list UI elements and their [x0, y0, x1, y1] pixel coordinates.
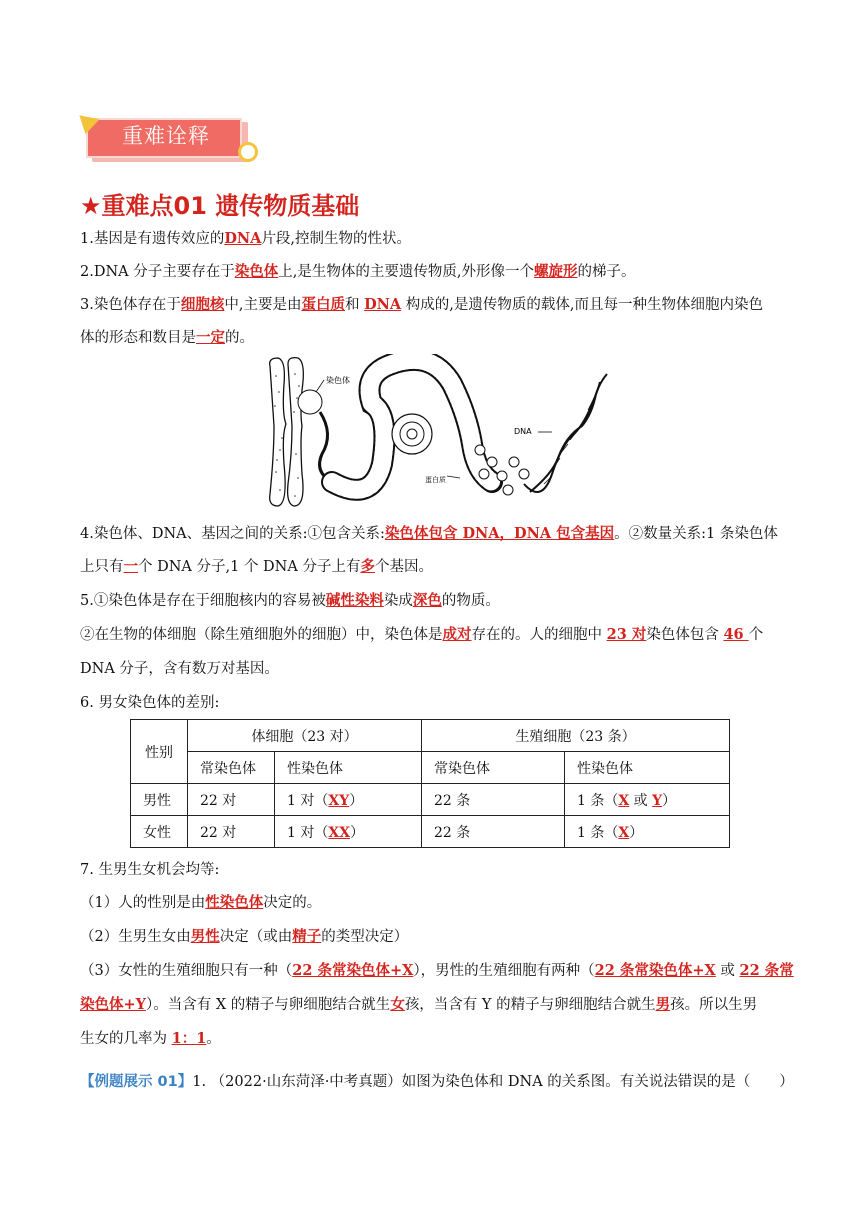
table-cell: 22 对: [188, 816, 275, 848]
answer: 22 条常染色体+X: [594, 962, 716, 979]
text: 个 DNA 分子,1 个 DNA 分子上有: [138, 559, 361, 575]
table-cell: [275, 816, 422, 848]
answer: 染色体+Y: [80, 996, 147, 1013]
table-cell: 22 对: [188, 784, 275, 816]
text: 生女的几率为: [80, 1031, 172, 1047]
text: 。: [206, 1031, 221, 1047]
text: DNA 分子，含有数万对基因。: [80, 661, 279, 677]
table-header-germ-cell: 生殖细胞（23 条）: [422, 720, 730, 752]
text: ）: [629, 824, 644, 841]
figure-label-dna: DNA: [514, 427, 532, 436]
answer: 深色: [412, 592, 442, 609]
text: 上只有: [80, 559, 124, 575]
text: 的类型决定）: [321, 929, 409, 945]
paragraph-7-3: [80, 961, 794, 981]
table-subheader: 常染色体: [422, 752, 565, 784]
paragraph-7: 7. 生男生女机会均等:: [80, 862, 220, 878]
answer: 多: [360, 558, 375, 575]
table-subheader: 性染色体: [565, 752, 730, 784]
text: 的。: [225, 330, 254, 346]
answer: X: [618, 792, 630, 809]
paragraph-7-3-line-2: [80, 995, 757, 1015]
answer: X: [618, 824, 630, 841]
answer: 男性: [190, 928, 220, 945]
paragraph-6: 6. 男女染色体的差别:: [80, 695, 220, 711]
text: 决定的。: [263, 895, 322, 911]
text: ）: [350, 824, 365, 841]
table-cell: 22 条: [422, 816, 565, 848]
text: 决定（或由: [219, 929, 293, 945]
figure-label-chromosome: 染色体: [326, 376, 350, 385]
text: 4.染色体、DNA、基因之间的关系:①包含关系:: [80, 526, 385, 542]
table-cell: [275, 784, 422, 816]
section-heading: ★重难点01 遗传物质基础: [80, 192, 360, 220]
text: 体的形态和数目是: [80, 330, 196, 346]
text: （3）女性的生殖细胞只有一种（: [80, 963, 293, 979]
text: 或: [715, 963, 740, 979]
table-cell: [565, 784, 730, 816]
answer: 精子: [292, 928, 322, 945]
answer: XY: [328, 792, 350, 809]
answer: 性染色体: [205, 894, 264, 911]
answer: 男: [655, 996, 671, 1013]
text: 片段,控制生物的性状。: [261, 231, 412, 247]
answer: 1：1: [171, 1030, 207, 1047]
example-tag: 【例题展示 01】: [80, 1074, 193, 1090]
text: （2）生男生女由: [80, 929, 191, 945]
answer: 46: [723, 626, 749, 643]
text: 中,主要是由: [224, 297, 302, 313]
paragraph-5b: [80, 625, 763, 645]
paragraph-2: [80, 262, 635, 282]
answer: 染色体: [234, 263, 279, 280]
table-subheader: 常染色体: [188, 752, 275, 784]
banner-ring-icon: [238, 142, 258, 162]
table-cell: 男性: [131, 784, 188, 816]
figure-label-protein: 蛋白质: [425, 476, 446, 484]
text: 3.染色体存在于: [80, 297, 181, 313]
text: 5.①染色体是存在于细胞核内的容易被: [80, 593, 326, 609]
text: 孩。所以生男: [670, 997, 758, 1013]
answer: 23 对: [606, 626, 647, 643]
paragraph-7-2: [80, 927, 408, 947]
paragraph-3: [80, 295, 763, 315]
text: ）。当含有 X 的精子与卵细胞结合就生: [146, 997, 391, 1013]
answer: 一: [123, 558, 138, 575]
answer: 细胞核: [180, 296, 225, 313]
paragraph-5b-line-2: [80, 659, 279, 679]
paragraph-3-line-2: [80, 328, 254, 348]
table-row: [131, 816, 730, 848]
table-cell: 22 条: [422, 784, 565, 816]
text: 的梯子。: [577, 264, 636, 280]
text: 和: [344, 297, 365, 313]
table-cell: [565, 816, 730, 848]
answer: 蛋白质: [301, 296, 345, 313]
answer: 22 条常染色体+X: [292, 962, 414, 979]
paragraph-4-line-2: [80, 557, 433, 577]
paragraph-1: [80, 229, 411, 249]
chromosome-dna-figure: [262, 354, 612, 514]
answer: DNA: [224, 230, 262, 247]
text: ②在生物的体细胞（除生殖细胞外的细胞）中，染色体是: [80, 627, 443, 643]
text: 的物质。: [441, 593, 500, 609]
text: 1 对（: [287, 824, 329, 841]
text: ）: [349, 792, 364, 809]
text: 。②数量关系:1 条染色体: [614, 526, 778, 542]
text: 2.DNA 分子主要存在于: [80, 264, 235, 280]
example-question: [80, 1070, 794, 1091]
text: 孩，当含有 Y 的精子与卵细胞结合就生: [404, 997, 656, 1013]
answer: 螺旋形: [533, 263, 578, 280]
banner-title: 重难诠释: [122, 124, 210, 148]
paragraph-7-3-line-3: [80, 1029, 221, 1049]
text: 存在的。人的细胞中: [471, 627, 607, 643]
text: 构成的,是遗传物质的载体,而且每一种生物体细胞内染色: [401, 297, 763, 313]
text: 1 条（: [577, 792, 619, 809]
answer: 碱性染料: [325, 592, 384, 609]
text: 1 条（: [577, 824, 619, 841]
paragraph-4: [80, 524, 778, 544]
answer: 女: [390, 996, 405, 1013]
answer: DNA: [364, 296, 402, 313]
answer: 染色体包含 DNA，DNA 包含基因: [384, 525, 615, 542]
text: 染色体包含: [646, 627, 724, 643]
table-row: [131, 784, 730, 816]
answer: XX: [328, 824, 351, 841]
table-header-sex: 性别: [131, 720, 188, 784]
text: 或: [629, 792, 653, 809]
answer: 成对: [442, 626, 472, 643]
text: 1 对（: [287, 792, 329, 809]
table-cell: 女性: [131, 816, 188, 848]
text: 个基因。: [374, 559, 433, 575]
text: 1.基因是有遗传效应的: [80, 231, 225, 247]
text: 上,是生物体的主要遗传物质,外形像一个: [278, 264, 534, 280]
table-subheader: 性染色体: [275, 752, 422, 784]
table-header-body-cell: 体细胞（23 对）: [188, 720, 422, 752]
text: ）: [662, 792, 677, 809]
paragraph-7-1: [80, 893, 321, 913]
answer: 一定: [196, 329, 225, 346]
section-banner: [82, 112, 252, 168]
answer: 22 条常: [739, 962, 794, 979]
answer: Y: [652, 792, 663, 809]
text: 染成: [383, 593, 413, 609]
text: （1）人的性别是由: [80, 895, 206, 911]
text: ），男性的生殖细胞有两种（: [413, 963, 595, 979]
paragraph-5: [80, 591, 500, 611]
sex-chromosome-table: [130, 719, 730, 848]
text: 个: [748, 627, 764, 643]
example-text: 1. （2022·山东菏泽·中考真题）如图为染色体和 DNA 的关系图。有关说法错误的是（ ）: [192, 1074, 794, 1090]
